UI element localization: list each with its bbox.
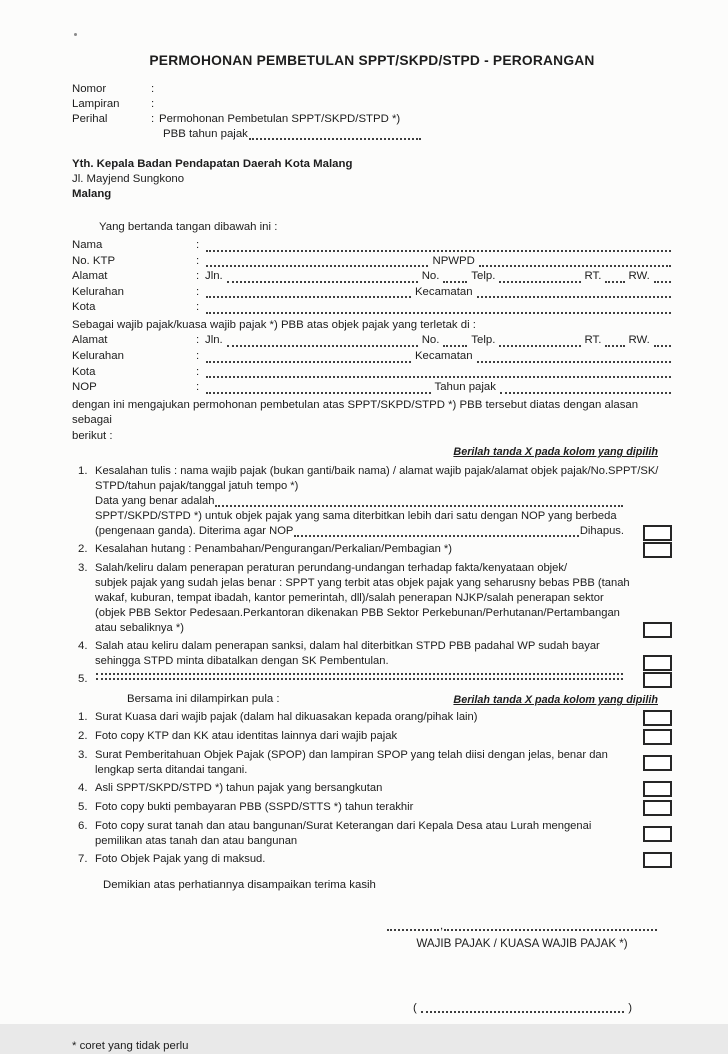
attachment-1-text: Surat Kuasa dari wajib pajak (dalam hal dikuasakan kepada orang/pihak lain) <box>95 711 478 724</box>
signer-role-label: WAJIB PAJAK / KUASA WAJIB PAJAK *) <box>416 937 628 951</box>
reason-3-line1: Salah/keliru dalam penerapan peraturan perundang-undangan terhadap fakta/kenyataan objek/ <box>95 562 568 575</box>
attachment-item-1 <box>72 710 672 726</box>
pengenaan-ganda-label: (pengenaan ganda). Diterima agar NOP <box>95 525 294 538</box>
checkbox-reason-4[interactable] <box>643 655 672 671</box>
addressee-line2: Jl. Mayjend Sungkono <box>72 173 185 185</box>
attachment-item-4 <box>72 781 672 797</box>
reason-item-2 <box>72 542 672 558</box>
attachment-7-text: Foto Objek Pajak yang di maksud. <box>95 853 266 866</box>
checkbox-attachment-7[interactable] <box>643 852 672 868</box>
form-title: PERMOHONAN PEMBETULAN SPPT/SKPD/STPD - PERORANGAN <box>149 53 595 68</box>
attachment-3-line1: Surat Pemberitahuan Objek Pajak (SPOP) dan lampiran SPOP yang telah diisi dengan jelas, benar dan <box>95 749 608 762</box>
reason-4-line2: sehingga STPD minta dibatalkan dengan SK Pembentulan. <box>95 655 389 668</box>
kelurahan-label: Kelurahan <box>72 285 124 298</box>
checkbox-reason-1[interactable] <box>643 525 672 541</box>
attachment-4-text: Asli SPPT/SKPD/STPD *) tahun pajak yang bersangkutan <box>95 782 383 795</box>
signature-date-line <box>386 919 658 933</box>
obj-kecamatan-field[interactable] <box>477 360 671 363</box>
kelurahan-field[interactable] <box>206 295 411 298</box>
statement-line2: berikut : <box>72 429 113 442</box>
attachment-2-number: 2. <box>78 730 88 743</box>
field-row-kota <box>72 300 672 316</box>
colon: : <box>151 83 155 95</box>
nama-field[interactable] <box>206 249 671 252</box>
attachment-3-line2: lengkap serta ditandai tangani. <box>95 764 248 777</box>
alamat-label: Alamat <box>72 270 108 283</box>
field-row-obj-alamat <box>72 333 672 349</box>
no-label: No. <box>421 270 440 283</box>
signer-name-line <box>410 1001 635 1015</box>
colon: : <box>196 365 200 378</box>
meta-row-lampiran <box>72 97 672 112</box>
reason-5-number: 5. <box>78 673 88 686</box>
attachments-list <box>72 710 672 868</box>
nomor-label: Nomor <box>72 83 107 95</box>
reason-3-line4: (objek PBB Sektor Pedesaan.Perkantoran dikenakan PBB Sektor Perkebunan/Perhutanan/Pertambangan <box>95 607 620 620</box>
reason-1-number: 1. <box>78 465 88 478</box>
checkbox-attachment-2[interactable] <box>643 729 672 745</box>
colon: : <box>196 381 200 394</box>
intro-line: Yang bertanda tangan dibawah ini : <box>99 221 278 233</box>
field-row-alamat <box>72 269 672 285</box>
data-benar-label: Data yang benar adalah <box>95 495 215 508</box>
reason-5-field-2[interactable] <box>96 677 623 680</box>
rt-field[interactable] <box>605 280 624 283</box>
perihal-label: Perihal <box>72 113 108 125</box>
lampiran-label: Lampiran <box>72 98 120 110</box>
colon: : <box>196 285 200 298</box>
pbb-tahun-field[interactable] <box>249 137 421 140</box>
no-field[interactable] <box>443 280 467 283</box>
statement-line1: dengan ini mengajukan permohonan pembetulan atas SPPT/SKPD/STPD *) PBB tersebut diatas dengan alasan sebagai <box>72 398 639 427</box>
checkbox-attachment-4[interactable] <box>643 781 672 797</box>
colon: : <box>151 98 155 110</box>
reason-1-line3 <box>95 494 624 509</box>
telp-field[interactable] <box>499 280 580 283</box>
kota-label: Kota <box>72 301 96 314</box>
reason-2-line1: Kesalahan hutang : Penambahan/Pengurangan/Perkalian/Pembagian *) <box>95 543 453 556</box>
addressee-line1: Yth. Kepala Badan Pendapatan Daerah Kota Malang <box>72 158 353 170</box>
checkbox-reason-2[interactable] <box>643 542 672 558</box>
dihapus-label: Dihapus. <box>579 525 624 538</box>
date-field[interactable] <box>444 928 657 931</box>
reason-1-line1: Kesalahan tulis : nama wajib pajak (bukan ganti/baik nama) / alamat wajib pajak/alamat objek pajak/No.SPPT/SK/ <box>95 465 659 478</box>
npwpd-label: NPWPD <box>432 254 475 267</box>
nop-field[interactable] <box>206 391 431 394</box>
obj-no-label: No. <box>421 334 440 347</box>
addressee-line3: Malang <box>72 188 112 200</box>
nop-label: NOP <box>72 381 97 394</box>
obj-kelurahan-label: Kelurahan <box>72 350 124 363</box>
colon: : <box>196 239 200 251</box>
reason-1-line2: STPD/tahun pajak/tanggal jatuh tempo *) <box>95 480 299 493</box>
meta-row-perihal <box>72 112 672 127</box>
reason-1-line4: SPPT/SKPD/STPD *) untuk objek pajak yang sama diterbitkan lebih dari satu dengan NOP yang berbeda <box>95 510 617 523</box>
reason-3-number: 3. <box>78 562 88 575</box>
field-row-ktp <box>72 254 672 270</box>
field-row-kelurahan <box>72 285 672 301</box>
attachment-item-3 <box>72 748 672 778</box>
reason-2-number: 2. <box>78 543 88 556</box>
paren-close: ) <box>628 1002 632 1015</box>
attachment-item-5 <box>72 800 672 816</box>
colon: : <box>151 113 155 125</box>
attachment-item-6 <box>72 819 672 849</box>
field-row-nop <box>72 380 672 396</box>
telp-label: Telp. <box>471 270 496 283</box>
colon: : <box>196 301 200 314</box>
attachment-3-number: 3. <box>78 749 88 762</box>
obj-rt-field[interactable] <box>605 344 624 347</box>
kota-field[interactable] <box>206 311 671 314</box>
obj-telp-field[interactable] <box>499 344 580 347</box>
attachment-1-number: 1. <box>78 711 88 724</box>
checkbox-attachment-3[interactable] <box>643 755 672 771</box>
attachment-6-line2: pemilikan atas tanah dan atau bangunan <box>95 835 298 848</box>
reason-item-5 <box>72 672 672 688</box>
mark-x-note-2: Berilah tanda X pada kolom yang dipilih <box>453 694 658 707</box>
reason-1-line5 <box>95 524 624 539</box>
mark-x-note-1: Berilah tanda X pada kolom yang dipilih <box>453 446 658 459</box>
tahun-pajak-field[interactable] <box>500 391 671 394</box>
attachment-item-2 <box>72 729 672 745</box>
obj-jalan-field[interactable] <box>227 344 418 347</box>
reason-3-line2: subjek pajak yang sudah jelas benar : SPPT yang terbit atas objek pajak yang seharusny bebas PBB (tanah <box>95 577 630 590</box>
attachment-6-number: 6. <box>78 820 88 833</box>
obj-kelurahan-field[interactable] <box>206 360 411 363</box>
rt-label: RT. <box>584 270 602 283</box>
checkbox-attachment-1[interactable] <box>643 710 672 726</box>
reason-item-4 <box>72 639 672 669</box>
attachment-item-7 <box>72 852 672 868</box>
comma: , <box>440 920 444 933</box>
obj-telp-label: Telp. <box>471 334 496 347</box>
city-field[interactable] <box>387 928 439 931</box>
obj-alamat-label: Alamat <box>72 334 108 347</box>
checkbox-reason-5[interactable] <box>643 672 672 688</box>
obj-jln-label: Jln. <box>205 334 223 347</box>
reason-3-line3: wakaf, kuburan, tempat ibadah, kantor pemerintah, dll)/salah penerapan NJKP/salah penerapan sektor <box>95 592 604 605</box>
obj-kota-label: Kota <box>72 365 96 378</box>
object-section-heading: Sebagai wajib pajak/kuasa wajib pajak *) PBB atas objek pajak yang terletak di : <box>72 318 476 331</box>
colon: : <box>196 270 200 283</box>
attachment-4-number: 4. <box>78 782 88 795</box>
meta-row-nomor <box>72 82 672 97</box>
field-row-obj-kelurahan <box>72 349 672 365</box>
closing-line: Demikian atas perhatiannya disampaikan terima kasih <box>103 879 376 892</box>
obj-rt-label: RT. <box>584 334 602 347</box>
rw-field[interactable] <box>654 280 671 283</box>
reason-5-line2 <box>95 677 624 682</box>
jln-label: Jln. <box>205 270 223 283</box>
reasons-list <box>72 464 672 688</box>
attachment-7-number: 7. <box>78 853 88 866</box>
applicant-fields <box>72 238 672 316</box>
attachment-5-number: 5. <box>78 801 88 814</box>
colon: : <box>196 350 200 363</box>
signature-block <box>386 919 658 951</box>
ktp-field[interactable] <box>206 264 428 267</box>
paren-open: ( <box>413 1002 417 1015</box>
obj-rw-field[interactable] <box>654 344 671 347</box>
reason-3-line5: atau sebaliknya *) <box>95 622 184 635</box>
kecamatan-field[interactable] <box>477 295 671 298</box>
reason-4-line1: Salah atau keliru dalam penerapan sanksi, dalam hal diterbitkan STPD PBB padahal WP sudah bayar <box>95 640 600 653</box>
nama-label: Nama <box>72 239 103 251</box>
object-fields <box>72 333 672 395</box>
nop-hapus-field[interactable] <box>294 534 578 537</box>
attachment-6-line1: Foto copy surat tanah dan atau bangunan/Surat Keterangan dari Kepala Desa atau Lurah mengenai <box>95 820 592 833</box>
statement <box>72 398 672 445</box>
checkbox-reason-3[interactable] <box>643 622 672 638</box>
footnote: * coret yang tidak perlu <box>72 1040 189 1053</box>
attachments-header <box>72 692 672 707</box>
letter-meta <box>72 82 672 142</box>
rw-label: RW. <box>628 270 650 283</box>
addressee-block <box>72 157 672 202</box>
reason-4-number: 4. <box>78 640 88 653</box>
pbb-tahun-label: PBB tahun pajak <box>163 128 248 140</box>
kecamatan-label: Kecamatan <box>414 285 473 298</box>
reason-item-3 <box>72 561 672 636</box>
ktp-label: No. KTP <box>72 254 116 267</box>
npwpd-field[interactable] <box>479 264 671 267</box>
reason-item-1 <box>72 464 672 539</box>
checkbox-attachment-5[interactable] <box>643 800 672 816</box>
perihal-value: Permohonan Pembetulan SPPT/SKPD/STPD *) <box>159 113 401 125</box>
colon: : <box>196 254 200 267</box>
obj-no-field[interactable] <box>443 344 467 347</box>
tahun-pajak-label: Tahun pajak <box>434 381 496 394</box>
field-row-nama <box>72 238 672 254</box>
obj-kota-field[interactable] <box>206 375 671 378</box>
obj-kecamatan-label: Kecamatan <box>414 350 473 363</box>
attachment-2-text: Foto copy KTP dan KK atau identitas lainnya dari wajib pajak <box>95 730 398 743</box>
attachments-intro: Bersama ini dilampirkan pula : <box>127 693 280 706</box>
data-benar-field[interactable] <box>215 504 623 507</box>
signer-name-field[interactable] <box>421 1010 624 1013</box>
colon: : <box>196 334 200 347</box>
field-row-obj-kota <box>72 365 672 381</box>
obj-rw-label: RW. <box>628 334 650 347</box>
checkbox-attachment-6[interactable] <box>643 826 672 842</box>
jalan-field[interactable] <box>227 280 418 283</box>
attachment-5-text: Foto copy bukti pembayaran PBB (SSPD/STTS *) tahun terakhir <box>95 801 414 814</box>
reason-5-field-1[interactable] <box>96 672 623 675</box>
meta-row-pbb-tahun <box>72 127 672 142</box>
